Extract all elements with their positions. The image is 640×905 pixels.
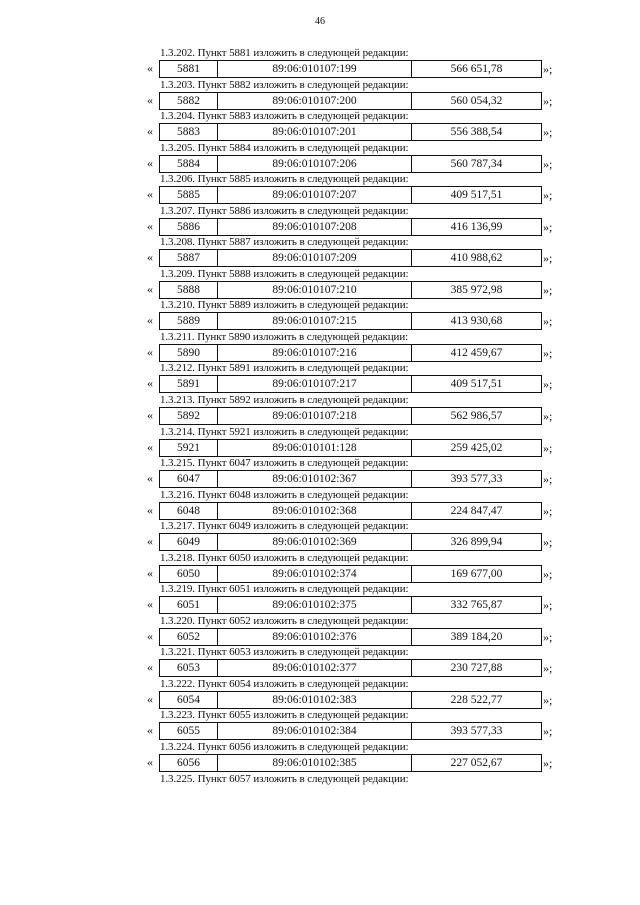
closing-quote: »;: [543, 598, 553, 613]
amendment-heading: 1.3.207. Пункт 5886 изложить в следующей редакции:: [160, 204, 409, 217]
amendment-item: [0, 614, 640, 646]
amendment-row: [0, 659, 640, 676]
amendment-item: [0, 708, 640, 740]
item-number-cell: 5886: [160, 219, 218, 235]
item-number-cell: 5888: [160, 282, 218, 298]
closing-quote: »;: [543, 724, 553, 739]
amendment-heading: 1.3.217. Пункт 6049 изложить в следующей редакции:: [160, 520, 409, 533]
amendment-item: [0, 235, 640, 267]
amendment-item: [0, 267, 640, 299]
amendment-item: [0, 330, 640, 362]
cadastral-number-cell: 89:06:010107:217: [218, 376, 412, 392]
amendment-row: [0, 407, 640, 424]
value-cell: 393 577,33: [450, 725, 503, 738]
amendment-item: [0, 393, 640, 425]
amendment-item: [0, 204, 640, 236]
value-cell: 560 787,34: [450, 157, 503, 170]
item-number-cell: 6054: [160, 692, 218, 708]
opening-quote: «: [147, 723, 153, 738]
cadastral-number-cell: 89:06:010107:215: [218, 313, 412, 329]
value-cell: 410 988,62: [450, 252, 503, 265]
opening-quote: «: [147, 344, 153, 359]
opening-quote: «: [147, 471, 153, 486]
amendment-item: [0, 582, 640, 614]
amendment-row: [0, 281, 640, 298]
amendment-table: [159, 439, 542, 457]
opening-quote: «: [147, 691, 153, 706]
amendment-row: [0, 565, 640, 582]
item-number-cell: 6047: [160, 471, 218, 487]
cadastral-number-cell: 89:06:010107:207: [218, 187, 412, 203]
amendment-table: [159, 502, 542, 520]
amendment-table: [159, 60, 542, 78]
closing-quote: »;: [543, 282, 553, 297]
opening-quote: «: [147, 502, 153, 517]
value-cell: 412 459,67: [450, 346, 503, 359]
amendment-heading: 1.3.210. Пункт 5889 изложить в следующей редакции:: [160, 299, 409, 312]
cadastral-number-cell: 89:06:010102:369: [218, 534, 412, 550]
amendment-item: [0, 172, 640, 204]
opening-quote: «: [147, 250, 153, 265]
amendment-item: [0, 141, 640, 173]
amendment-item: [0, 298, 640, 330]
cadastral-number-cell: 89:06:010102:384: [218, 723, 412, 739]
opening-quote: «: [147, 408, 153, 423]
closing-quote: »;: [543, 440, 553, 455]
amendment-list: [0, 46, 640, 788]
amendment-item: [0, 361, 640, 393]
cadastral-number-cell: 89:06:010102:368: [218, 503, 412, 519]
amendment-table: [159, 596, 542, 614]
amendment-row: [0, 123, 640, 140]
item-number-cell: 5884: [160, 156, 218, 172]
item-number-cell: 6052: [160, 629, 218, 645]
closing-quote: »;: [543, 409, 553, 424]
cadastral-number-cell: 89:06:010107:201: [218, 124, 412, 140]
opening-quote: «: [147, 92, 153, 107]
amendment-heading: 1.3.219. Пункт 6051 изложить в следующей редакции:: [160, 583, 409, 596]
opening-quote: «: [147, 534, 153, 549]
item-number-cell: 5889: [160, 313, 218, 329]
amendment-table: [159, 659, 542, 677]
amendment-row: [0, 533, 640, 550]
opening-quote: «: [147, 376, 153, 391]
value-cell: 169 677,00: [450, 567, 503, 580]
amendment-item: [0, 519, 640, 551]
value-cell: 332 765,87: [450, 599, 503, 612]
amendment-item: [0, 551, 640, 583]
item-number-cell: 6056: [160, 755, 218, 771]
amendment-row: [0, 60, 640, 77]
cadastral-number-cell: 89:06:010102:377: [218, 660, 412, 676]
opening-quote: «: [147, 155, 153, 170]
value-cell: 566 651,78: [450, 63, 503, 75]
cadastral-number-cell: 89:06:010107:206: [218, 156, 412, 172]
cadastral-number-cell: 89:06:010102:383: [218, 692, 412, 708]
item-number-cell: 5887: [160, 250, 218, 266]
amendment-heading: 1.3.220. Пункт 6052 изложить в следующей редакции:: [160, 614, 409, 627]
item-number-cell: 5892: [160, 408, 218, 424]
cadastral-number-cell: 89:06:010107:208: [218, 219, 412, 235]
amendment-heading: 1.3.211. Пункт 5890 изложить в следующей редакции:: [160, 330, 409, 343]
amendment-table: [159, 281, 542, 299]
amendment-table: [159, 754, 542, 772]
amendment-table: [159, 628, 542, 646]
opening-quote: «: [147, 628, 153, 643]
cadastral-number-cell: 89:06:010107:210: [218, 282, 412, 298]
amendment-table: [159, 533, 542, 551]
amendment-row: [0, 155, 640, 172]
item-number-cell: 6048: [160, 503, 218, 519]
amendment-table: [159, 312, 542, 330]
amendment-table: [159, 344, 542, 362]
item-number-cell: 6049: [160, 534, 218, 550]
value-cell: 409 517,51: [450, 189, 503, 202]
amendment-heading: 1.3.213. Пункт 5892 изложить в следующей редакции:: [160, 394, 409, 407]
amendment-heading: 1.3.208. Пункт 5887 изложить в следующей редакции:: [160, 236, 409, 249]
item-number-cell: 5885: [160, 187, 218, 203]
cadastral-number-cell: 89:06:010107:200: [218, 93, 412, 109]
item-number-cell: 6050: [160, 566, 218, 582]
opening-quote: «: [147, 597, 153, 612]
closing-quote: »;: [543, 535, 553, 550]
amendment-row: [0, 470, 640, 487]
closing-quote: »;: [543, 62, 553, 76]
cadastral-number-cell: 89:06:010107:218: [218, 408, 412, 424]
value-cell: 230 727,88: [450, 662, 503, 675]
item-number-cell: 5921: [160, 440, 218, 456]
amendment-table: [159, 470, 542, 488]
closing-quote: »;: [543, 692, 553, 707]
amendment-item: [0, 78, 640, 110]
cadastral-number-cell: 89:06:010107:199: [218, 61, 412, 77]
item-number-cell: 5881: [160, 61, 218, 77]
cadastral-number-cell: 89:06:010102:375: [218, 597, 412, 613]
opening-quote: «: [147, 313, 153, 328]
amendment-heading: 1.3.222. Пункт 6054 изложить в следующей редакции:: [160, 677, 409, 690]
amendment-item: [0, 425, 640, 457]
opening-quote: «: [147, 218, 153, 233]
closing-quote: »;: [543, 156, 553, 171]
amendment-row: [0, 628, 640, 645]
amendment-row: [0, 92, 640, 109]
value-cell: 385 972,98: [450, 283, 503, 296]
amendment-heading: 1.3.203. Пункт 5882 изложить в следующей редакции:: [160, 78, 409, 91]
amendment-item: [0, 488, 640, 520]
amendment-item: [0, 645, 640, 677]
amendment-table: [159, 691, 542, 709]
value-cell: 413 930,68: [450, 315, 503, 328]
value-cell: 556 388,54: [450, 126, 503, 139]
value-cell: 393 577,33: [450, 473, 503, 486]
amendment-row: [0, 502, 640, 519]
amendment-table: [159, 249, 542, 267]
opening-quote: «: [147, 439, 153, 454]
value-cell: 416 136,99: [450, 220, 503, 233]
cadastral-number-cell: 89:06:010102:385: [218, 755, 412, 771]
amendment-heading: 1.3.216. Пункт 6048 изложить в следующей редакции:: [160, 488, 409, 501]
amendment-table: [159, 186, 542, 204]
cadastral-number-cell: 89:06:010107:216: [218, 345, 412, 361]
value-cell: 227 052,67: [450, 757, 503, 770]
value-cell: 326 899,94: [450, 536, 503, 549]
value-cell: 409 517,51: [450, 378, 503, 391]
item-number-cell: 5890: [160, 345, 218, 361]
amendment-heading: 1.3.221. Пункт 6053 изложить в следующей редакции:: [160, 646, 409, 659]
amendment-row: [0, 596, 640, 613]
amendment-heading: 1.3.204. Пункт 5883 изложить в следующей редакции:: [160, 110, 409, 123]
amendment-table: [159, 155, 542, 173]
item-number-cell: 6053: [160, 660, 218, 676]
closing-quote: »;: [543, 345, 553, 360]
opening-quote: «: [147, 281, 153, 296]
page-number: 46: [315, 16, 325, 27]
value-cell: 562 986,57: [450, 410, 503, 423]
item-number-cell: 6055: [160, 723, 218, 739]
closing-quote: »;: [543, 503, 553, 518]
cadastral-number-cell: 89:06:010102:374: [218, 566, 412, 582]
amendment-table: [159, 722, 542, 740]
amendment-table: [159, 565, 542, 583]
item-number-cell: 6051: [160, 597, 218, 613]
item-number-cell: 5882: [160, 93, 218, 109]
closing-quote: »;: [543, 125, 553, 140]
closing-quote: »;: [543, 251, 553, 266]
amendment-row: [0, 312, 640, 329]
amendment-item: [0, 456, 640, 488]
opening-quote: «: [147, 61, 153, 75]
amendment-table: [159, 218, 542, 236]
closing-quote: »;: [543, 377, 553, 392]
amendment-item: [0, 109, 640, 141]
value-cell: 389 184,20: [450, 630, 503, 643]
item-number-cell: 5883: [160, 124, 218, 140]
amendment-heading: 1.3.214. Пункт 5921 изложить в следующей редакции:: [160, 425, 409, 438]
amendment-table: [159, 375, 542, 393]
amendment-heading: 1.3.224. Пункт 6056 изложить в следующей редакции:: [160, 741, 409, 754]
cadastral-number-cell: 89:06:010101:128: [218, 440, 412, 456]
amendment-heading: 1.3.205. Пункт 5884 изложить в следующей редакции:: [160, 141, 409, 154]
amendment-table: [159, 407, 542, 425]
amendment-row: [0, 249, 640, 266]
amendment-row: [0, 375, 640, 392]
cadastral-number-cell: 89:06:010107:209: [218, 250, 412, 266]
closing-quote: »;: [543, 188, 553, 203]
closing-quote: »;: [543, 566, 553, 581]
amendment-item: [0, 677, 640, 709]
amendment-heading: 1.3.225. Пункт 6057 изложить в следующей редакции:: [160, 772, 409, 785]
cadastral-number-cell: 89:06:010102:376: [218, 629, 412, 645]
opening-quote: «: [147, 124, 153, 139]
closing-quote: »;: [543, 661, 553, 676]
amendment-heading: 1.3.202. Пункт 5881 изложить в следующей редакции:: [160, 47, 409, 59]
amendment-heading: 1.3.223. Пункт 6055 изложить в следующей редакции:: [160, 709, 409, 722]
closing-quote: »;: [543, 472, 553, 487]
amendment-row: [0, 691, 640, 708]
amendment-heading: 1.3.212. Пункт 5891 изложить в следующей редакции:: [160, 362, 409, 375]
amendment-row: [0, 439, 640, 456]
amendment-heading: 1.3.206. Пункт 5885 изложить в следующей редакции:: [160, 173, 409, 186]
opening-quote: «: [147, 187, 153, 202]
amendment-table: [159, 123, 542, 141]
amendment-row: [0, 344, 640, 361]
amendment-table: [159, 92, 542, 110]
opening-quote: «: [147, 660, 153, 675]
cadastral-number-cell: 89:06:010102:367: [218, 471, 412, 487]
amendment-row: [0, 754, 640, 771]
amendment-heading: 1.3.209. Пункт 5888 изложить в следующей редакции:: [160, 267, 409, 280]
amendment-heading: 1.3.218. Пункт 6050 изложить в следующей редакции:: [160, 551, 409, 564]
value-cell: 259 425,02: [450, 441, 503, 454]
value-cell: 228 522,77: [450, 693, 503, 706]
closing-quote: »;: [543, 93, 553, 108]
opening-quote: «: [147, 755, 153, 770]
closing-quote: »;: [543, 629, 553, 644]
amendment-row: [0, 218, 640, 235]
closing-quote: »;: [543, 314, 553, 329]
amendment-item: [0, 740, 640, 772]
amendment-item: [0, 46, 640, 78]
closing-quote: »;: [543, 219, 553, 234]
amendment-row: [0, 722, 640, 739]
value-cell: 560 054,32: [450, 94, 503, 107]
value-cell: 224 847,47: [450, 504, 503, 517]
opening-quote: «: [147, 565, 153, 580]
amendment-row: [0, 186, 640, 203]
amendment-heading: 1.3.215. Пункт 6047 изложить в следующей редакции:: [160, 457, 409, 470]
item-number-cell: 5891: [160, 376, 218, 392]
amendment-item: [0, 772, 640, 788]
closing-quote: »;: [543, 756, 553, 771]
